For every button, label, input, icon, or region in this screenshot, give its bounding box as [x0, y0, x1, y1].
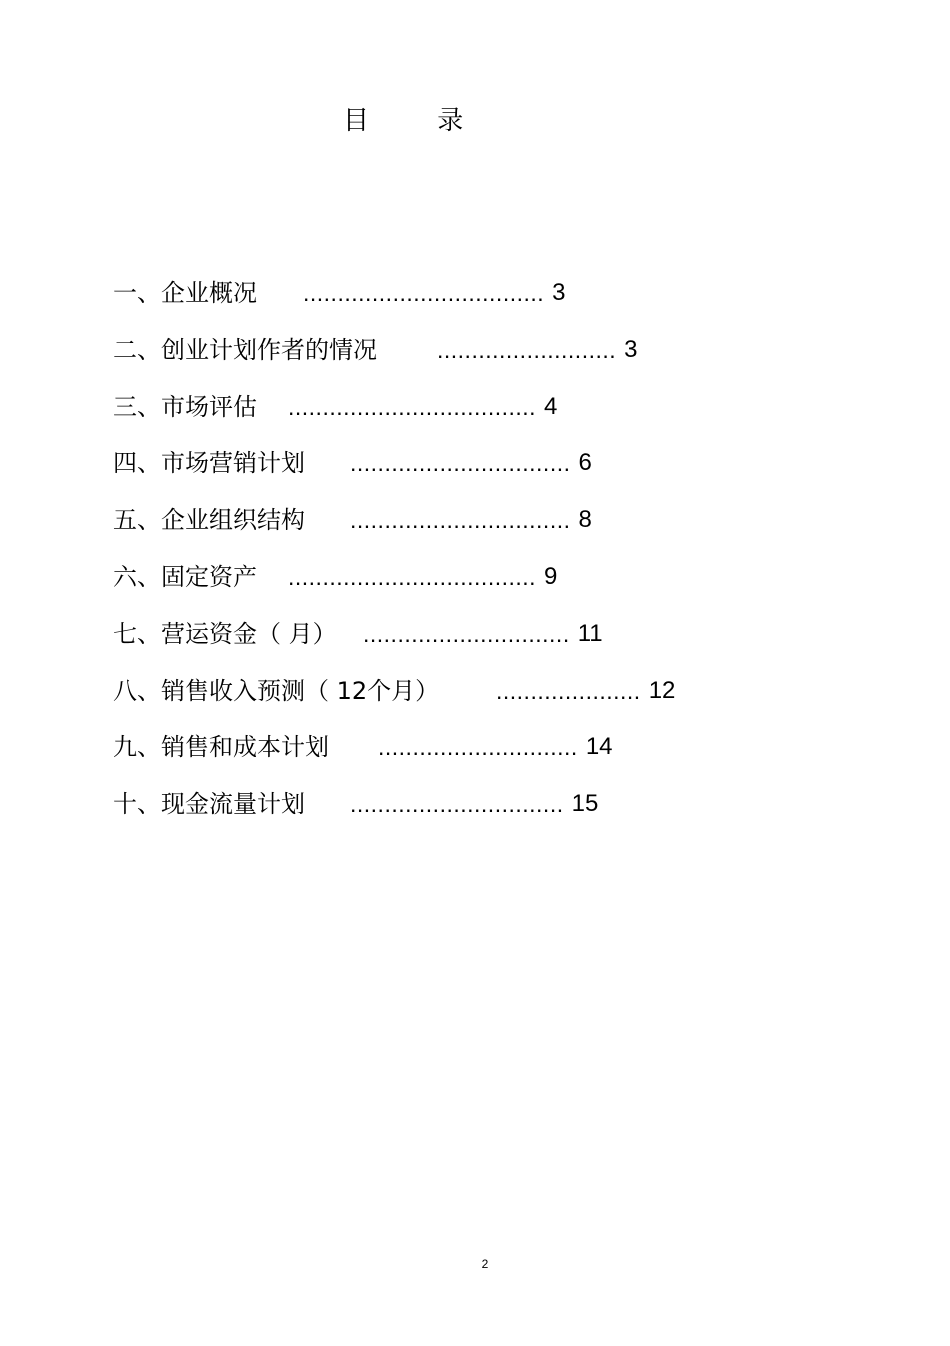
- toc-entry-label: 十、现金流量计划: [113, 790, 305, 819]
- toc-entry: [113, 617, 675, 674]
- toc-entry: [113, 730, 675, 787]
- toc-entry-label: 四、市场营销计划: [113, 449, 305, 478]
- toc-page-number: 8: [578, 506, 592, 534]
- toc-leader-dots: .....................: [496, 677, 641, 704]
- toc-entry-label: 一、企业概况: [113, 279, 257, 307]
- toc-page-number: 3: [552, 279, 566, 306]
- toc-entry: [113, 446, 675, 503]
- toc-entry: [113, 333, 675, 390]
- toc-page-number: 12: [648, 676, 676, 704]
- toc-leader-dots: ................................: [350, 450, 571, 477]
- toc-entry: [113, 560, 675, 617]
- toc-leader-dots: .............................: [378, 734, 578, 761]
- toc-page-number: 11: [577, 619, 603, 647]
- toc-entry-label: 九、销售和成本计划: [113, 733, 329, 762]
- toc-leader-dots: ....................................: [288, 563, 537, 590]
- toc-page-number: 4: [544, 392, 558, 420]
- toc-leader-dots: ..........................: [437, 336, 617, 363]
- toc-leader-dots: ....................................: [288, 393, 537, 420]
- toc-entry: [113, 787, 675, 844]
- toc-entry: [113, 390, 675, 447]
- toc-entry-label: 五、企业组织结构: [113, 506, 305, 535]
- page-title: 目 录: [343, 106, 494, 136]
- toc-entry: [113, 276, 675, 333]
- toc-entry-label: 二、创业计划作者的情况: [113, 335, 377, 364]
- toc-page-number: 9: [544, 562, 558, 590]
- toc-page-number: 14: [585, 733, 613, 761]
- page-number-footer: 2: [481, 1257, 489, 1271]
- toc-entry-label: 七、营运资金（ 月）: [113, 619, 337, 648]
- toc-entry-label: 八、销售收入预测（ 12个月）: [113, 676, 440, 705]
- toc-page-number: 6: [578, 449, 592, 477]
- toc-entry-label: 六、固定资产: [113, 562, 257, 591]
- toc-leader-dots: ................................: [350, 507, 571, 534]
- toc-entry: [113, 503, 675, 560]
- toc-leader-dots: ..............................: [363, 620, 570, 647]
- table-of-contents: [113, 276, 675, 844]
- toc-entry-label: 三、市场评估: [113, 392, 257, 421]
- toc-page-number: 3: [624, 335, 638, 363]
- toc-entry: [113, 674, 675, 731]
- toc-leader-dots: ...............................: [350, 791, 564, 818]
- toc-page-number: 15: [571, 790, 599, 818]
- toc-leader-dots: ...................................: [303, 280, 545, 306]
